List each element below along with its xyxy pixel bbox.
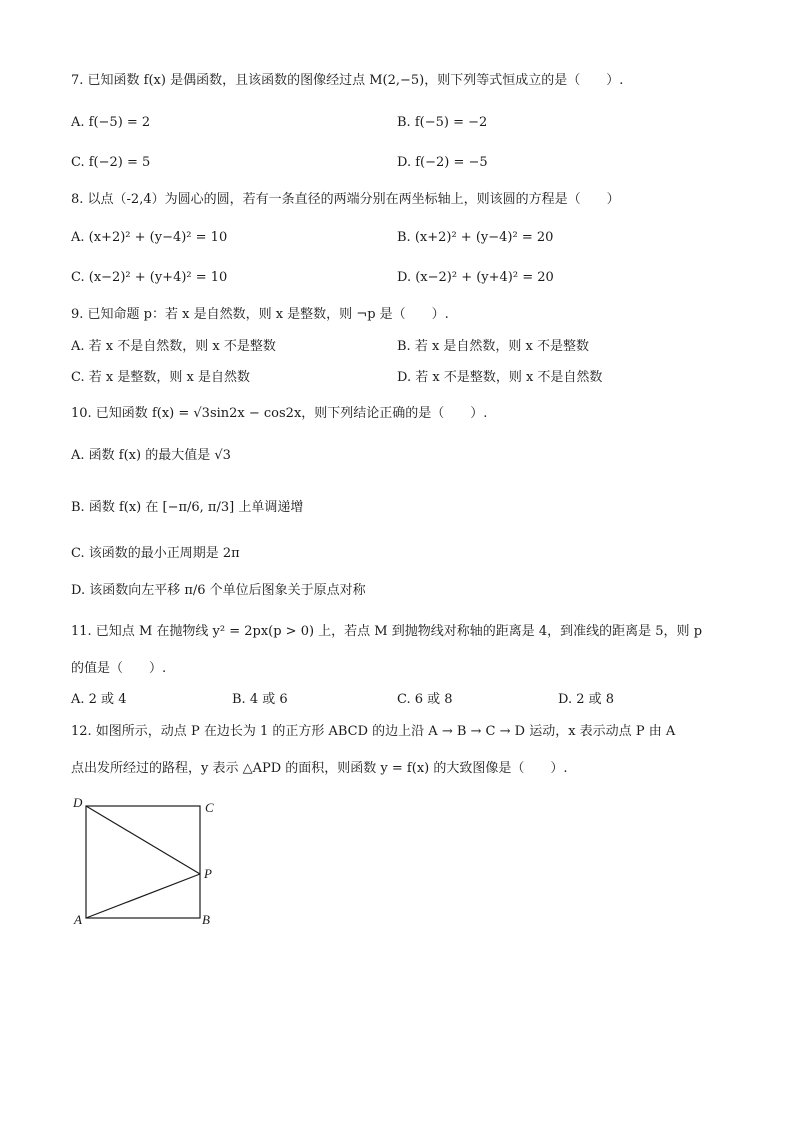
q10-option-b: B. 函数 f(x) 在 [−π/6, π/3] 上单调递增 <box>71 500 304 515</box>
q7-option-c: C. f(−2) = 5 <box>71 155 151 170</box>
q8-option-a: A. (x+2)² + (y−4)² = 10 <box>71 230 228 245</box>
q11-option-d: D. 2 或 8 <box>558 692 615 707</box>
q10-option-a: A. 函数 f(x) 的最大值是 √3 <box>71 448 231 463</box>
label-b: B <box>202 912 210 927</box>
q9-option-a: A. 若 x 不是自然数，则 x 不是整数 <box>71 339 276 354</box>
label-c: C <box>205 800 214 815</box>
q9-option-d: D. 若 x 不是整数，则 x 不是自然数 <box>397 370 603 385</box>
q10-option-d: D. 该函数向左平移 π/6 个单位后图象关于原点对称 <box>71 583 366 598</box>
segment-ap <box>86 874 200 918</box>
q10-stem: 10. 已知函数 f(x) = √3sin2x − cos2x，则下列结论正确的是（ ）. <box>71 406 488 421</box>
q8-stem: 8. 以点（-2,4）为圆心的圆，若有一条直径的两端分别在两坐标轴上，则该圆的方程是（ ） <box>71 192 620 207</box>
q8-option-d: D. (x−2)² + (y+4)² = 20 <box>397 270 554 285</box>
q12-stem-line2: 点出发所经过的路程，y 表示 △APD 的面积，则函数 y = f(x) 的大致图像是（ ）. <box>71 761 568 776</box>
q9-stem: 9. 已知命题 p：若 x 是自然数，则 x 是整数，则 ¬p 是（ ）. <box>71 307 449 322</box>
q7-option-d: D. f(−2) = −5 <box>397 155 488 170</box>
q10-option-c: C. 该函数的最小正周期是 2π <box>71 546 240 561</box>
label-a: A <box>74 912 82 927</box>
q9-option-b: B. 若 x 是自然数，则 x 不是整数 <box>397 339 590 354</box>
q7-option-b: B. f(−5) = −2 <box>397 115 488 130</box>
q7-option-a: A. f(−5) = 2 <box>71 115 151 130</box>
square-outline <box>86 806 200 918</box>
label-p: P <box>204 866 212 881</box>
square-abcd-figure <box>70 792 230 932</box>
q7-stem: 7. 已知函数 f(x) 是偶函数，且该函数的图像经过点 M(2,−5)，则下列等式恒成立的是（ ）. <box>71 73 624 88</box>
q11-stem-line1: 11. 已知点 M 在抛物线 y² = 2px(p > 0) 上，若点 M 到抛物线对称轴的距离是 4，到准线的距离是 5，则 p <box>71 624 703 639</box>
q11-option-c: C. 6 或 8 <box>397 692 453 707</box>
q9-option-c: C. 若 x 是整数，则 x 是自然数 <box>71 370 250 385</box>
q8-option-b: B. (x+2)² + (y−4)² = 20 <box>397 230 554 245</box>
segment-dp <box>86 806 200 874</box>
q8-option-c: C. (x−2)² + (y+4)² = 10 <box>71 270 228 285</box>
q11-option-b: B. 4 或 6 <box>232 692 288 707</box>
q11-stem-line2: 的值是（ ）. <box>71 661 167 676</box>
q11-option-a: A. 2 或 4 <box>71 692 127 707</box>
label-d: D <box>73 795 83 810</box>
q12-stem-line1: 12. 如图所示，动点 P 在边长为 1 的正方形 ABCD 的边上沿 A → B → C → D 运动，x 表示动点 P 由 A <box>71 724 676 739</box>
